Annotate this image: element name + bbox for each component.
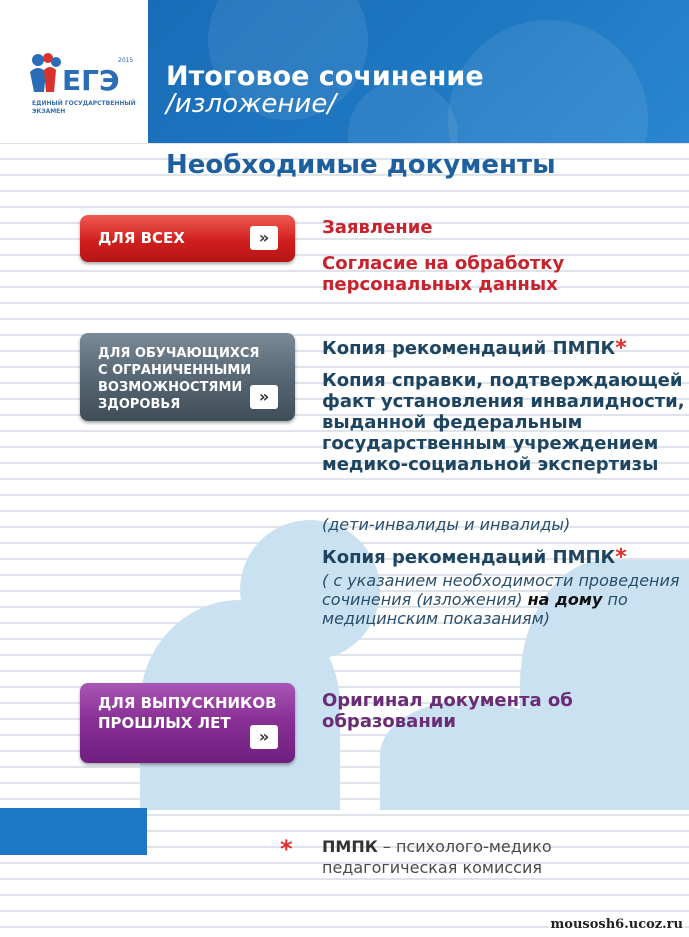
for-graduates-button-label: ДЛЯ ВЫПУСКНИКОВ ПРОШЛЫХ ЛЕТ bbox=[98, 694, 277, 732]
document-education-original: Оригинал документа об образовании bbox=[322, 690, 573, 732]
for-disabled-students-button[interactable] bbox=[80, 333, 295, 421]
for-graduates-button[interactable] bbox=[80, 683, 295, 763]
document-application: Заявление bbox=[322, 217, 433, 238]
document-pmpk-copy-home bbox=[322, 547, 687, 568]
double-chevron-right-icon: » bbox=[250, 385, 278, 409]
document-consent: Согласие на обработку персональных данных bbox=[322, 253, 565, 295]
svg-text:2015: 2015 bbox=[118, 57, 134, 64]
header-subtitle: /изложение/ bbox=[166, 89, 337, 119]
logo-text: ЕГЭ bbox=[62, 64, 120, 97]
document-disability-note: (дети-инвалиды и инвалиды) bbox=[322, 515, 571, 534]
for-all-button[interactable] bbox=[80, 215, 295, 262]
double-chevron-right-icon: » bbox=[250, 725, 278, 749]
page-title: Необходимые документы bbox=[166, 150, 556, 180]
watermark: mousosh6.ucoz.ru bbox=[550, 917, 683, 932]
asterisk-icon: * bbox=[615, 336, 627, 361]
document-pmpk-copy bbox=[322, 338, 687, 359]
document-pmpk-copy-home-label: Копия рекомендаций ПМПК bbox=[322, 547, 616, 568]
footnote-definition: – психолого-медико педагогическая комиссия bbox=[322, 837, 552, 877]
for-disabled-students-button-label: ДЛЯ ОБУЧАЮЩИХСЯ С ОГРАНИЧЕННЫМИ ВОЗМОЖНОСТЯМИ ЗДОРОВЬЯ bbox=[98, 346, 260, 412]
asterisk-icon: * bbox=[615, 545, 627, 570]
document-pmpk-home-note bbox=[322, 571, 687, 628]
document-disability-certificate: Копия справки, подтверждающей факт установления инвалидности, выданной федеральным государственным учреждением медико-социальной экспертизы bbox=[322, 370, 685, 475]
double-chevron-right-icon: » bbox=[250, 226, 278, 250]
footer-blue-block bbox=[0, 808, 147, 855]
note-before: ( с указанием необходимости проведения сочинения (изложения) bbox=[322, 571, 680, 609]
note-bold: на дому bbox=[527, 590, 603, 609]
ege-logo-icon bbox=[26, 50, 136, 130]
logo-caption: ЕДИНЫЙ ГОСУДАРСТВЕННЫЙ ЭКЗАМЕН bbox=[32, 100, 136, 115]
header-title: Итоговое сочинение bbox=[166, 61, 484, 92]
footnote bbox=[322, 836, 682, 878]
for-all-button-label: ДЛЯ ВСЕХ bbox=[98, 229, 185, 247]
footnote-term: ПМПК bbox=[322, 837, 378, 856]
note-after: по медицинским показаниям) bbox=[322, 590, 628, 628]
footnote-asterisk-icon: * bbox=[280, 835, 293, 863]
header bbox=[0, 0, 689, 143]
document-pmpk-copy-label: Копия рекомендаций ПМПК bbox=[322, 338, 616, 359]
